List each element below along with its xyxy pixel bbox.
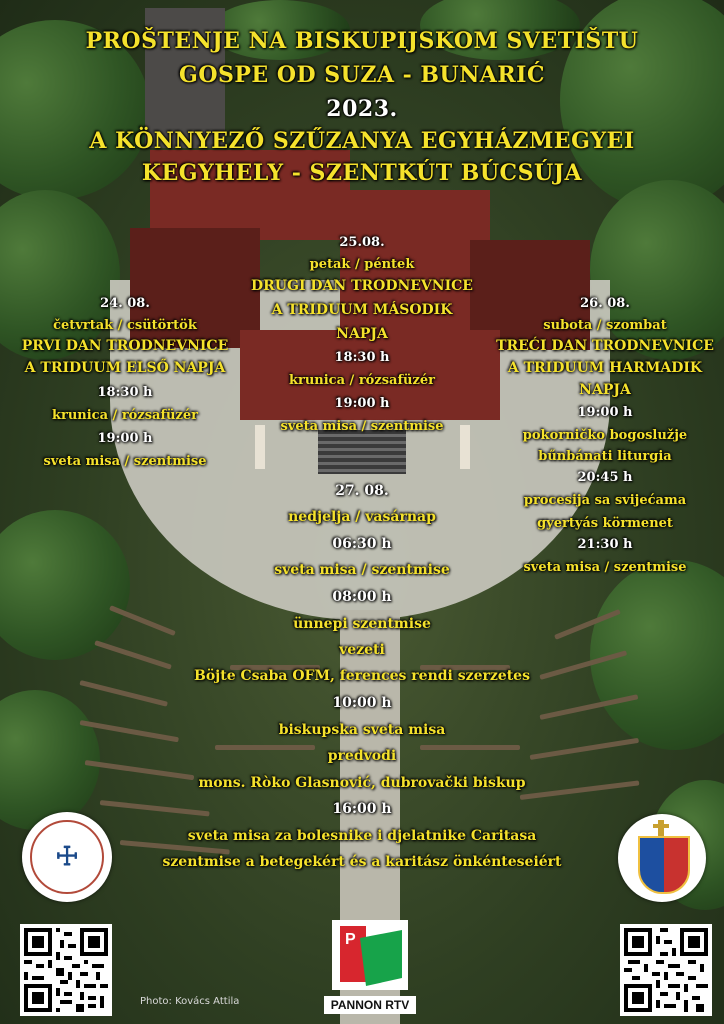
photo-credit: Photo: Kovács Attila: [140, 996, 240, 1007]
day-27-weekday: nedjelja / vasárnap: [288, 509, 436, 525]
day-27-event-3: biskupska sveta misa: [278, 722, 446, 738]
day-24-event-2: sveta misa / szentmise: [43, 454, 207, 469]
day-25-event-2: sveta misa / szentmise: [280, 419, 444, 434]
day-26-event-2b: gyertyás körmenet: [537, 516, 673, 531]
day-26-weekday: subota / szombat: [543, 318, 667, 333]
day-26-event-1a: pokorničko bogoslužje: [522, 428, 688, 443]
day-25-event-1: krunica / rózsafüzér: [288, 373, 436, 388]
pannon-rtv-label: PANNON RTV: [324, 996, 416, 1014]
day-24-date: 24. 08.: [100, 296, 150, 311]
day-27-time-2: 08:00 h: [332, 589, 392, 605]
pannon-rtv-mark-icon: [332, 920, 408, 990]
qr-code-left[interactable]: [20, 924, 112, 1016]
qr-code-right[interactable]: [620, 924, 712, 1016]
day-27-event-1: sveta misa / szentmise: [274, 562, 450, 578]
day-25-name-2: A TRIDUUM MÁSODIK: [271, 302, 453, 318]
svg-text:P: P: [345, 931, 356, 948]
title-line-1: PROŠTENJE NA BISKUPIJSKOM SVETIŠTU: [85, 28, 639, 54]
title-line-3: A KÖNNYEZŐ SZŰZANYA EGYHÁZMEGYEI: [89, 128, 635, 154]
day-26-time-3: 21:30 h: [577, 537, 633, 552]
day-24-time-2: 19:00 h: [97, 431, 153, 446]
day-26-event-2a: procesija sa svijećama: [523, 493, 687, 508]
title-line-2: GOSPE OD SUZA - BUNARIĆ: [179, 62, 545, 88]
day-24-name-2: A TRIDUUM ELSŐ NAPJA: [24, 360, 226, 376]
day-26-time-2: 20:45 h: [577, 470, 633, 485]
day-26-name-1: TREĆI DAN TRODNEVNICE: [496, 338, 714, 354]
day-26-name-2: A TRIDUUM HARMADIK: [507, 360, 703, 376]
day-25-name-1: DRUGI DAN TRODNEVNICE: [251, 278, 473, 294]
day-26-event-1b: bűnbánati liturgia: [538, 449, 672, 464]
day-27-date: 27. 08.: [335, 483, 389, 499]
left-seal-logo: ☩: [22, 812, 112, 902]
day-26-date: 26. 08.: [580, 296, 630, 311]
pannon-rtv-logo: [324, 920, 416, 1016]
day-25-date: 25.08.: [339, 235, 385, 250]
day-24-time-1: 18:30 h: [97, 385, 153, 400]
day-27-event-4: sveta misa za bolesnike i djelatnike Caritasa: [187, 828, 537, 844]
day-25-time-1: 18:30 h: [334, 350, 390, 365]
diocese-coat-of-arms-icon: [618, 814, 706, 902]
day-26-time-1: 19:00 h: [577, 405, 633, 420]
day-27-event-2: ünnepi szentmise: [293, 616, 431, 632]
day-24-weekday: četvrtak / csütörtök: [53, 318, 197, 333]
day-27-event-3-predvodi: predvodi: [327, 748, 397, 764]
day-27-time-3: 10:00 h: [332, 695, 392, 711]
title-line-4: KEGYHELY - SZENTKÚT BÚCSÚJA: [141, 160, 583, 186]
day-26-name-3: NAPJA: [579, 382, 631, 398]
day-24-event-1: krunica / rózsafüzér: [51, 408, 199, 423]
day-27-event-4-hu: szentmise a betegekért és a karitász önkénteseiért: [162, 854, 562, 870]
day-25-name-3: NAPJA: [336, 326, 388, 342]
day-24-name-1: PRVI DAN TRODNEVNICE: [21, 338, 229, 354]
title-year: 2023.: [326, 96, 398, 122]
day-27-event-2-celebrant: Böjte Csaba OFM, ferences rendi szerzetes: [194, 668, 530, 684]
day-26-event-3: sveta misa / szentmise: [523, 560, 687, 575]
day-27-time-1: 06:30 h: [332, 536, 392, 552]
day-25-time-2: 19:00 h: [334, 396, 390, 411]
day-27-time-4: 16:00 h: [332, 801, 392, 817]
day-25-weekday: petak / péntek: [309, 257, 415, 272]
day-27-event-3-celebrant: mons. Ròko Glasnović, dubrovački biskup: [198, 775, 526, 791]
day-27-event-2-vezeti: vezeti: [339, 642, 385, 658]
